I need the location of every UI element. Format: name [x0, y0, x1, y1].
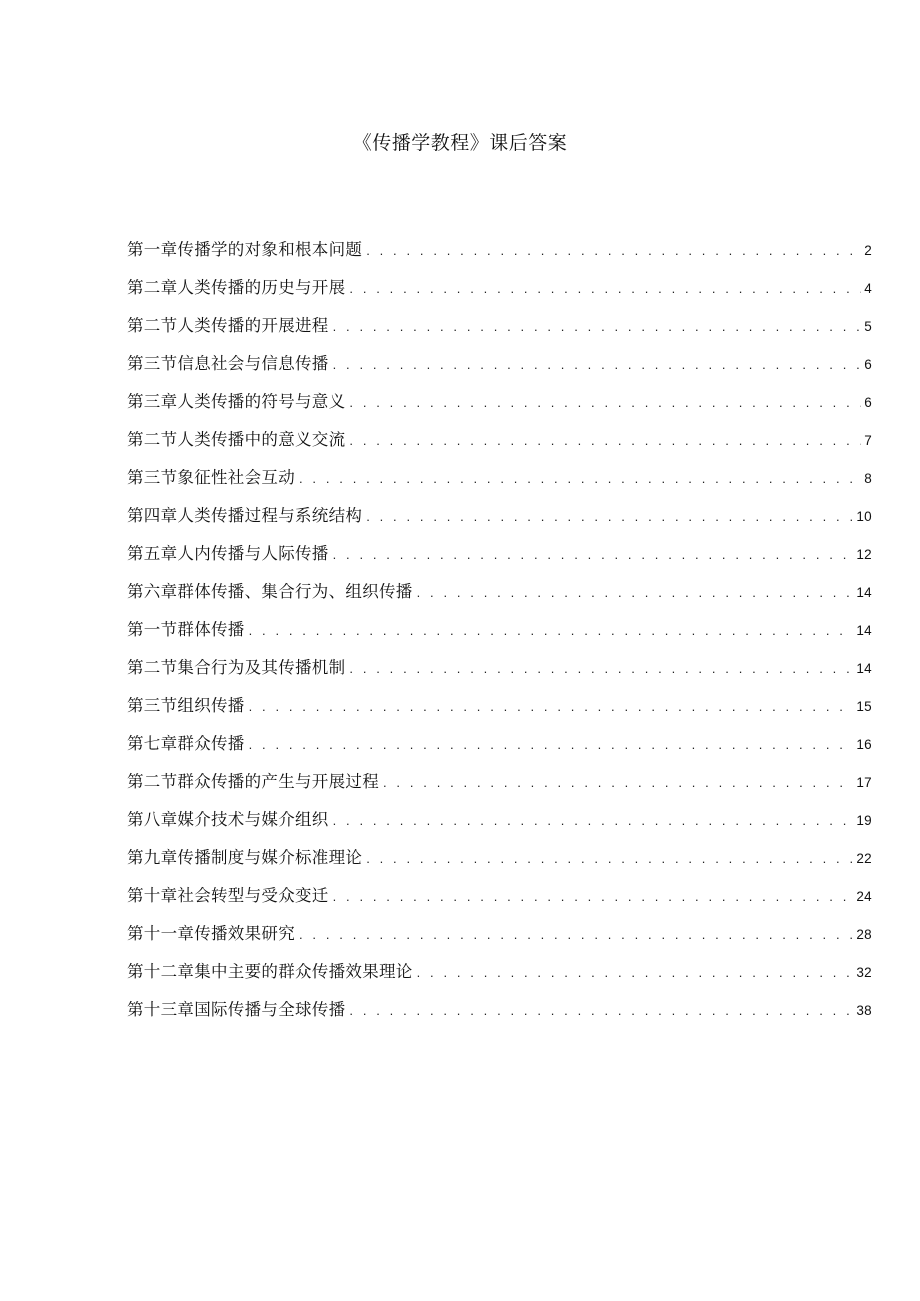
toc-dot-leader	[299, 471, 861, 486]
toc-entry[interactable]	[127, 692, 872, 730]
toc-entry-title: 第一节群体传播	[127, 620, 245, 639]
toc-entry-title: 第三节组织传播	[127, 696, 245, 715]
toc-page-number: 14	[856, 585, 872, 600]
toc-entry[interactable]	[127, 882, 872, 920]
toc-page-number: 32	[856, 965, 872, 980]
toc-entry[interactable]	[127, 350, 872, 388]
toc-entry-title: 第二节人类传播的开展进程	[127, 316, 329, 335]
toc-page-number: 8	[864, 471, 872, 486]
toc-dot-leader	[349, 395, 861, 410]
toc-entry[interactable]	[127, 236, 872, 274]
toc-dot-leader	[249, 699, 854, 714]
toc-entry-title: 第三节信息社会与信息传播	[127, 354, 329, 373]
toc-entry[interactable]	[127, 844, 872, 882]
toc-page-number: 10	[856, 509, 872, 524]
toc-entry[interactable]	[127, 502, 872, 540]
toc-entry-title: 第七章群众传播	[127, 734, 245, 753]
toc-page-number: 6	[864, 357, 872, 372]
toc-entry[interactable]	[127, 920, 872, 958]
toc-dot-leader	[333, 889, 854, 904]
toc-entry-title: 第五章人内传播与人际传播	[127, 544, 329, 563]
table-of-contents	[127, 236, 872, 1034]
toc-entry[interactable]	[127, 426, 872, 464]
toc-dot-leader	[349, 1003, 853, 1018]
toc-page-number: 14	[856, 623, 872, 638]
toc-dot-leader	[383, 775, 853, 790]
toc-entry-title: 第十二章集中主要的群众传播效果理论	[127, 962, 413, 981]
toc-entry[interactable]	[127, 730, 872, 768]
toc-entry[interactable]	[127, 654, 872, 692]
toc-entry[interactable]	[127, 616, 872, 654]
toc-entry-title: 第十章社会转型与受众变迁	[127, 886, 329, 905]
toc-dot-leader	[333, 319, 862, 334]
toc-entry-title: 第二节群众传播的产生与开展过程	[127, 772, 379, 791]
toc-dot-leader	[366, 243, 861, 258]
toc-page-number: 28	[856, 927, 872, 942]
toc-page-number: 4	[864, 281, 872, 296]
toc-dot-leader	[249, 623, 854, 638]
toc-entry-title: 第二节集合行为及其传播机制	[127, 658, 346, 677]
toc-dot-leader	[333, 357, 862, 372]
toc-entry-title: 第三章人类传播的符号与意义	[127, 392, 346, 411]
toc-page-number: 5	[864, 319, 872, 334]
toc-entry-title: 第九章传播制度与媒介标准理论	[127, 848, 363, 867]
toc-entry[interactable]	[127, 274, 872, 312]
toc-page-number: 2	[864, 243, 872, 258]
toc-entry[interactable]	[127, 578, 872, 616]
toc-dot-leader	[333, 547, 854, 562]
toc-entry-title: 第八章媒介技术与媒介组织	[127, 810, 329, 829]
toc-entry[interactable]	[127, 958, 872, 996]
toc-entry-title: 第一章传播学的对象和根本问题	[127, 240, 363, 259]
toc-page-number: 7	[864, 433, 872, 448]
toc-dot-leader	[299, 927, 853, 942]
toc-page-number: 6	[864, 395, 872, 410]
toc-page-number: 24	[856, 889, 872, 904]
toc-dot-leader	[333, 813, 854, 828]
toc-dot-leader	[417, 585, 854, 600]
toc-dot-leader	[366, 851, 853, 866]
toc-page-number: 19	[856, 813, 872, 828]
toc-dot-leader	[417, 965, 854, 980]
toc-dot-leader	[349, 433, 861, 448]
toc-page-number: 14	[856, 661, 872, 676]
toc-entry-title: 第十三章国际传播与全球传播	[127, 1000, 346, 1019]
toc-entry[interactable]	[127, 388, 872, 426]
toc-entry[interactable]	[127, 464, 872, 502]
toc-entry-title: 第二章人类传播的历史与开展	[127, 278, 346, 297]
toc-entry-title: 第二节人类传播中的意义交流	[127, 430, 346, 449]
toc-entry[interactable]	[127, 768, 872, 806]
toc-entry[interactable]	[127, 540, 872, 578]
document-title: 《传播学教程》课后答案	[352, 132, 568, 154]
toc-dot-leader	[366, 509, 853, 524]
toc-entry[interactable]	[127, 312, 872, 350]
toc-entry-title: 第三节象征性社会互动	[127, 468, 295, 487]
toc-entry[interactable]	[127, 806, 872, 844]
toc-dot-leader	[349, 281, 861, 296]
toc-page-number: 15	[856, 699, 872, 714]
toc-page-number: 12	[856, 547, 872, 562]
toc-page-number: 16	[856, 737, 872, 752]
toc-entry[interactable]	[127, 996, 872, 1034]
toc-page-number: 22	[856, 851, 872, 866]
toc-page-number: 38	[856, 1003, 872, 1018]
toc-dot-leader	[249, 737, 854, 752]
toc-entry-title: 第六章群体传播、集合行为、组织传播	[127, 582, 413, 601]
toc-dot-leader	[349, 661, 853, 676]
toc-entry-title: 第十一章传播效果研究	[127, 924, 295, 943]
toc-page-number: 17	[856, 775, 872, 790]
toc-entry-title: 第四章人类传播过程与系统结构	[127, 506, 363, 525]
